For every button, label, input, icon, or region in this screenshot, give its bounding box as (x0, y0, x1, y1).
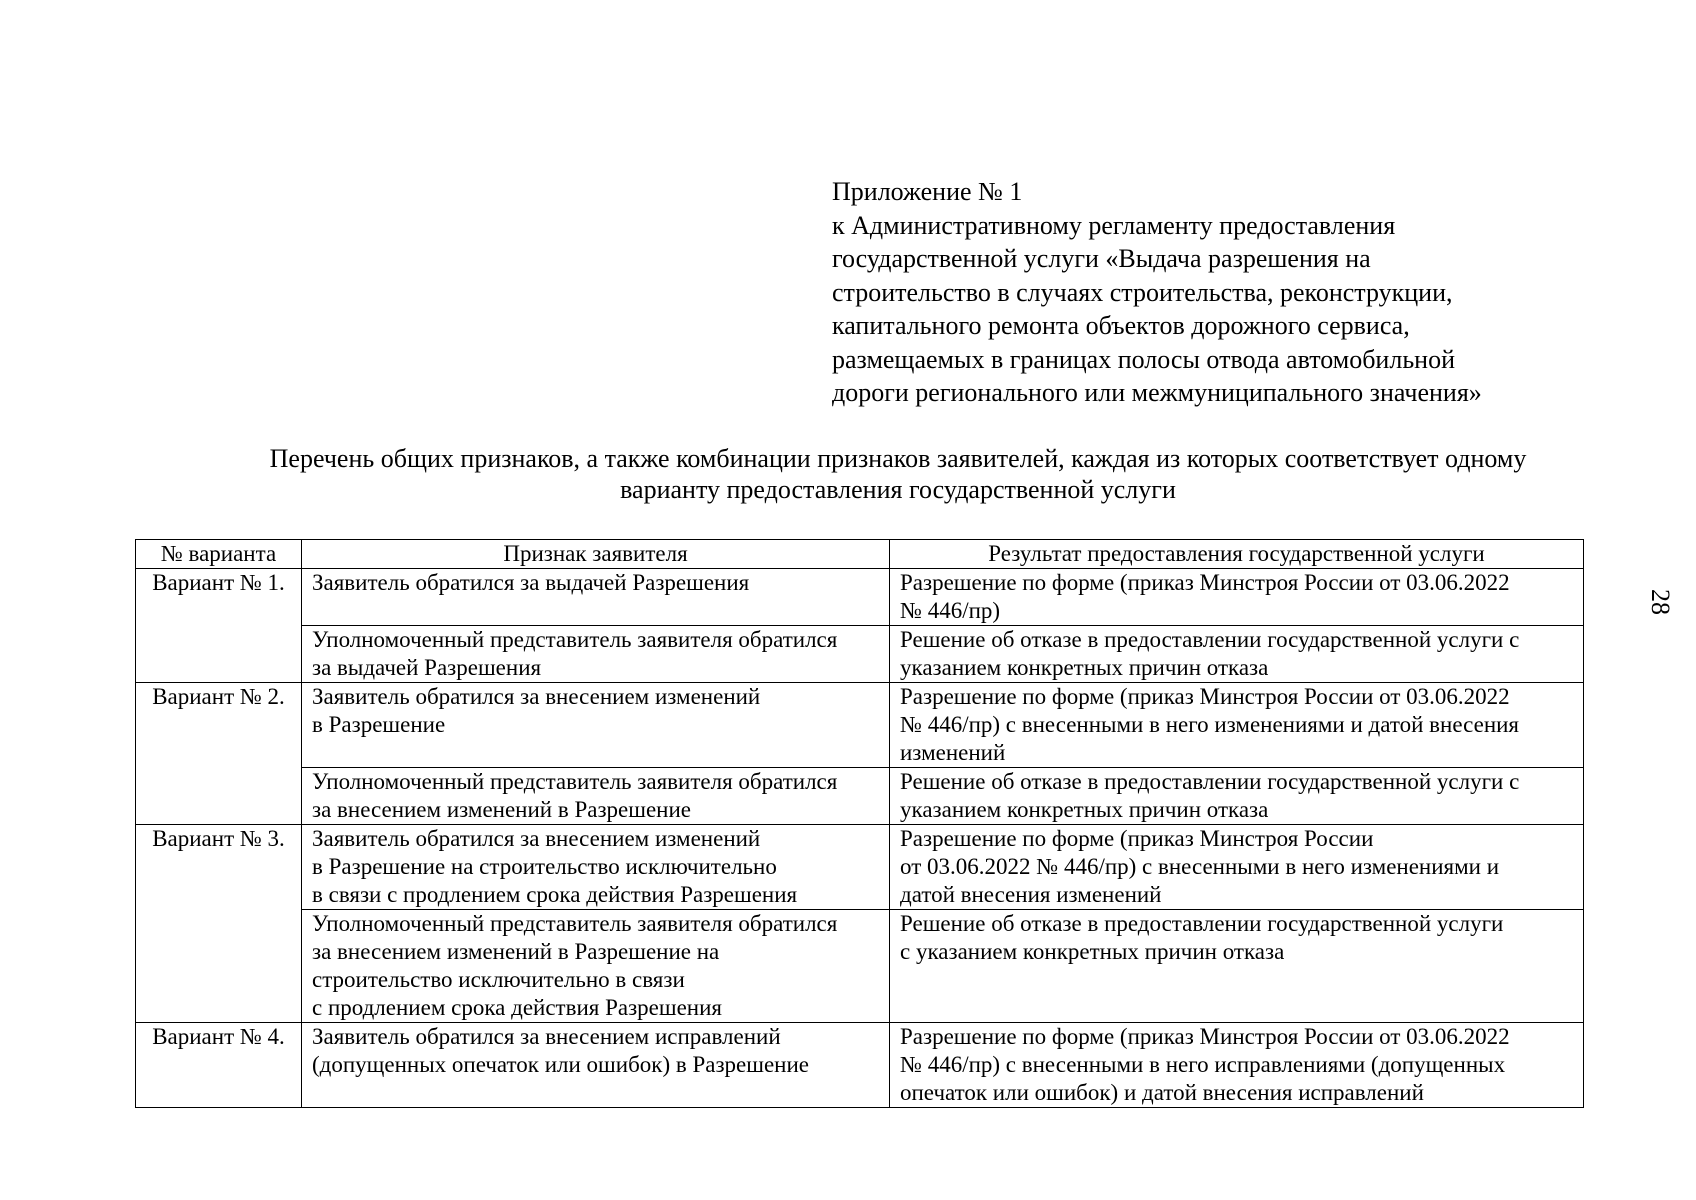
appendix-line: размещаемых в границах полосы отвода автомобильной (832, 344, 1456, 374)
cell-line: строительство исключительно в связи (312, 967, 685, 992)
cell-line: Заявитель обратился за выдачей Разрешения (312, 570, 750, 595)
cell-line: Разрешение по форме (приказ Минстроя России (900, 826, 1374, 851)
cell-line: указанием конкретных причин отказа (900, 797, 1269, 822)
appendix-heading (832, 175, 1592, 410)
applicant-sign-cell (302, 768, 890, 825)
table-row (136, 626, 1584, 683)
cell-line: Заявитель обратился за внесением изменений (312, 826, 761, 851)
appendix-line: строительство в случаях строительства, реконструкции, (832, 277, 1453, 307)
cell-line: опечаток или ошибок) и датой внесения исправлений (900, 1080, 1424, 1105)
cell-line: Уполномоченный представитель заявителя обратился (312, 627, 838, 652)
table-row (136, 825, 1584, 910)
header-service-result: Результат предоставления государственной услуги (890, 540, 1584, 569)
cell-line: с продлением срока действия Разрешения (312, 995, 723, 1020)
cell-line: за внесением изменений в Разрешение (312, 797, 691, 822)
variant-label: Вариант № 3. (136, 825, 302, 1023)
table-row (136, 768, 1584, 825)
cell-line: Решение об отказе в предоставлении государственной услуги с (900, 769, 1520, 794)
variant-label: Вариант № 4. (136, 1023, 302, 1108)
cell-line: Заявитель обратился за внесением исправлений (312, 1024, 781, 1049)
cell-line: Разрешение по форме (приказ Минстроя России от 03.06.2022 (900, 570, 1510, 595)
cell-line: (допущенных опечаток или ошибок) в Разрешение (312, 1052, 810, 1077)
table-row (136, 683, 1584, 768)
cell-line: Уполномоченный представитель заявителя обратился (312, 769, 838, 794)
appendix-line: к Административному регламенту предоставления (832, 210, 1396, 240)
cell-line: Решение об отказе в предоставлении государственной услуги с (900, 627, 1520, 652)
variant-label: Вариант № 1. (136, 569, 302, 683)
cell-line: в Разрешение (312, 712, 446, 737)
cell-line: указанием конкретных причин отказа (900, 655, 1269, 680)
service-result-cell (890, 768, 1584, 825)
cell-line: Уполномоченный представитель заявителя обратился (312, 911, 838, 936)
document-title (150, 443, 1646, 505)
cell-line: датой внесения изменений (900, 882, 1162, 907)
service-result-cell (890, 569, 1584, 626)
cell-line: изменений (900, 740, 1006, 765)
cell-line: в связи с продлением срока действия Разрешения (312, 882, 798, 907)
page-number: 28 (1646, 589, 1675, 615)
cell-line: от 03.06.2022 № 446/пр) с внесенными в него изменениями и (900, 854, 1500, 879)
cell-line: Решение об отказе в предоставлении государственной услуги (900, 911, 1504, 936)
appendix-line: государственной услуги «Выдача разрешения на (832, 244, 1371, 273)
cell-line: № 446/пр) с внесенными в него изменениями и датой внесения (900, 712, 1520, 737)
applicant-sign-cell (302, 825, 890, 910)
cell-line: Заявитель обратился за внесением изменений (312, 684, 761, 709)
service-result-cell (890, 1023, 1584, 1108)
title-line: варианту предоставления государственной услуги (620, 475, 1176, 504)
applicant-sign-cell (302, 569, 890, 626)
service-result-cell (890, 825, 1584, 910)
cell-line: за выдачей Разрешения (312, 655, 542, 680)
cell-line: за внесением изменений в Разрешение на (312, 939, 720, 964)
applicant-sign-cell (302, 683, 890, 768)
cell-line: Разрешение по форме (приказ Минстроя России от 03.06.2022 (900, 1024, 1510, 1049)
table-row (136, 569, 1584, 626)
appendix-line: Приложение № 1 (832, 177, 1023, 206)
table-row (136, 910, 1584, 1023)
appendix-line: капитального ремонта объектов дорожного сервиса, (832, 311, 1410, 340)
service-result-cell (890, 910, 1584, 1023)
table-row (136, 1023, 1584, 1108)
cell-line: с указанием конкретных причин отказа (900, 939, 1285, 964)
cell-line: № 446/пр) (900, 598, 1001, 623)
applicant-sign-cell (302, 626, 890, 683)
applicant-sign-cell (302, 1023, 890, 1108)
variants-table (135, 539, 1584, 1108)
service-result-cell (890, 626, 1584, 683)
title-line: Перечень общих признаков, а также комбинации признаков заявителей, каждая из которых соответствует одному (269, 444, 1527, 473)
header-variant-number: № варианта (136, 540, 302, 569)
appendix-line: дороги регионального или межмуниципального значения» (832, 378, 1482, 407)
variant-label: Вариант № 2. (136, 683, 302, 825)
service-result-cell (890, 683, 1584, 768)
cell-line: в Разрешение на строительство исключительно (312, 854, 777, 879)
applicant-sign-cell (302, 910, 890, 1023)
cell-line: № 446/пр) с внесенными в него исправлениями (допущенных (900, 1052, 1506, 1077)
cell-line: Разрешение по форме (приказ Минстроя России от 03.06.2022 (900, 684, 1510, 709)
table-header-row (136, 540, 1584, 569)
header-applicant-sign: Признак заявителя (302, 540, 890, 569)
